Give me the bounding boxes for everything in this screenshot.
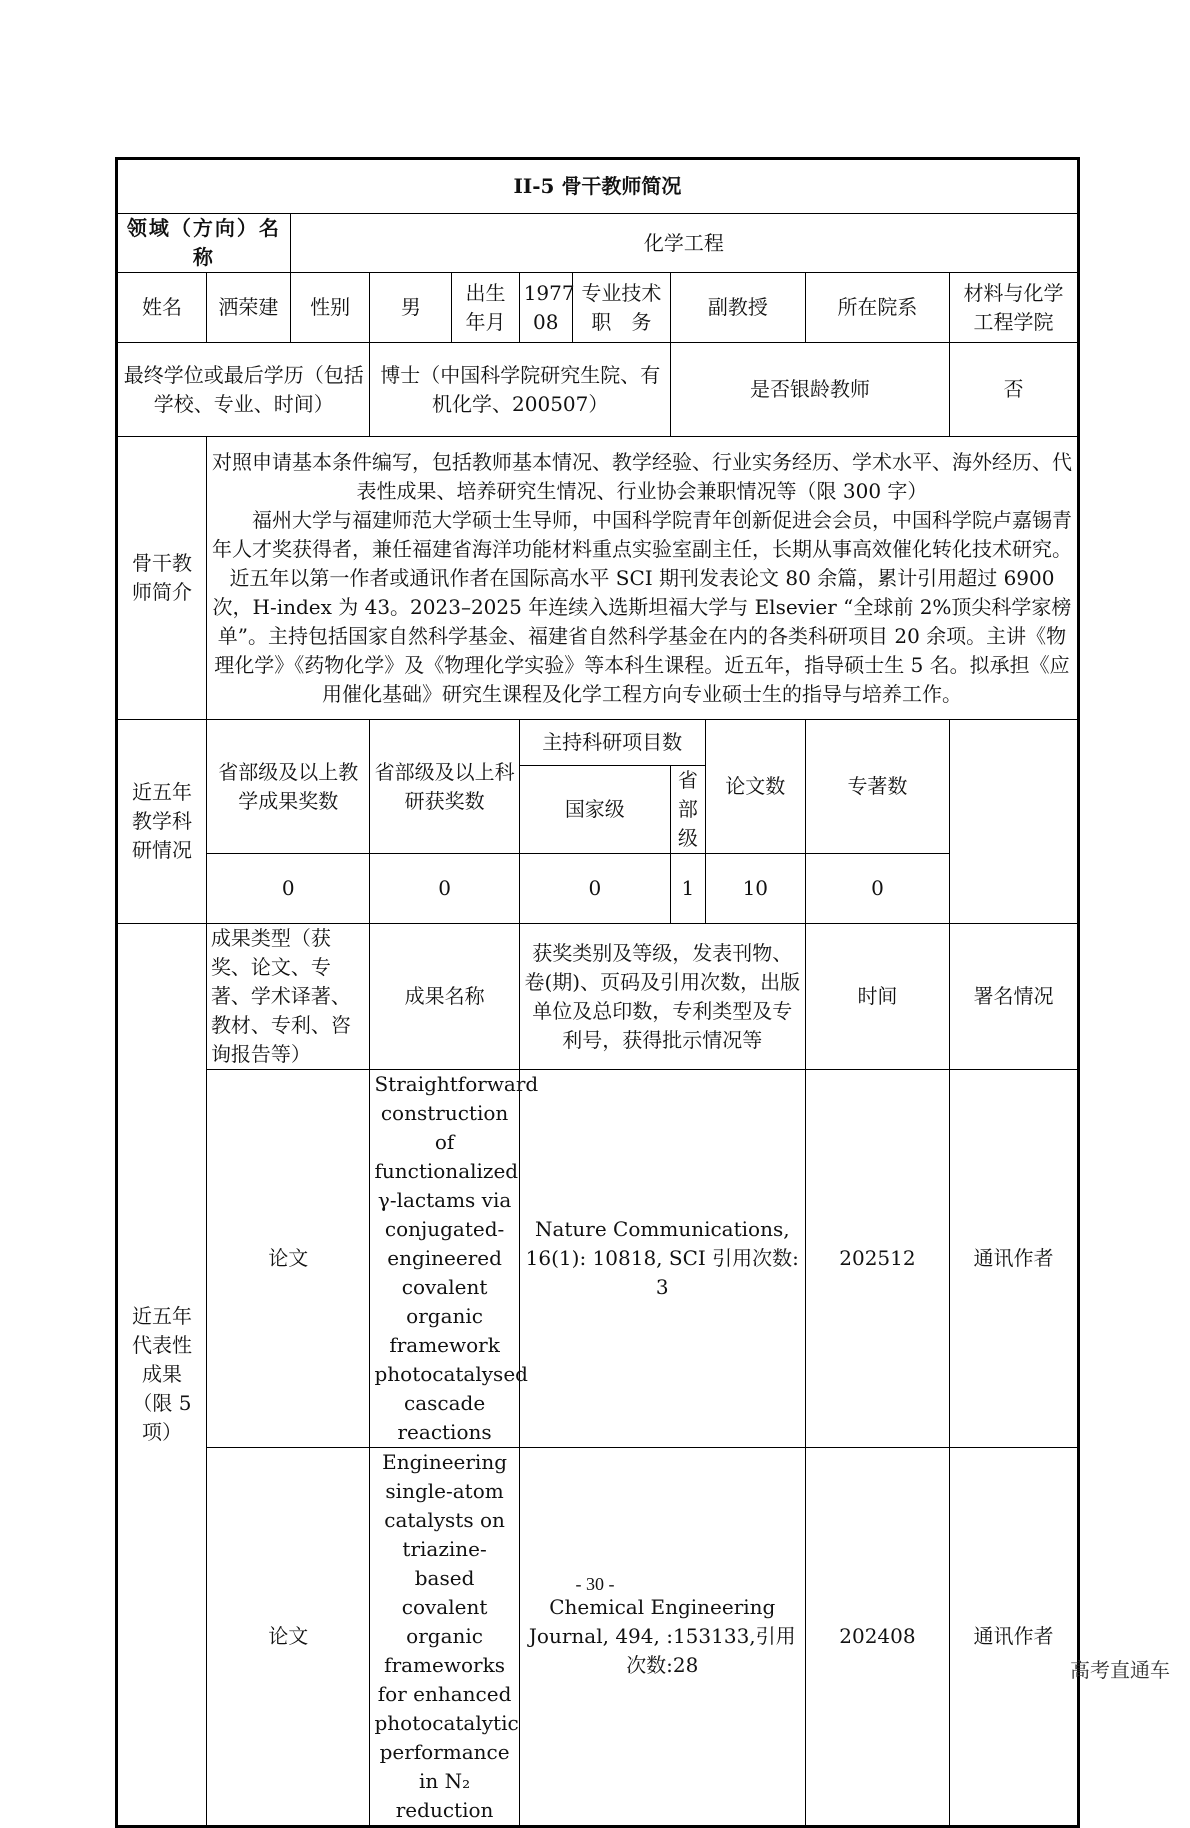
dept-label: 所在院系 [805,273,949,343]
senior-value: 否 [950,343,1079,437]
birth-label: 出生年月 [452,273,519,343]
achievements-header-row [117,924,1079,1070]
bio-text: 福州大学与福建师范大学硕士生导师，中国科学院青年创新促进会会员，中国科学院卢嘉锡青年人才奖获得者，兼任福建省海洋功能材料重点实验室副主任，长期从事高效催化转化技术研究。近五年以第一作者或通讯作者在国际高水平 SCI 期刊发表论文 80 余篇，累计引用超过 6900 次，H-index 为 43。2023–2025 年连续入选斯坦福大学与 Elsevier “全球前 2%顶尖科学家榜单”。主持包括国家自然科学基金、福建省自然科学基金在内的各类科研项目 20 余项。主讲《物理化学》《药物化学》及《物理化学实验》等本科生课程。近五年，指导硕士生 5 名。拟承担《应用催化基础》研究生课程及化学工程方向专业硕士生的指导与培养工作。 [211,507,1072,706]
provincial-header: 省部级 [670,766,705,854]
name-value: 洒荣建 [206,273,290,343]
research-header-row-1 [117,720,1079,766]
achievement-name: Straightforward construction of functionalized γ-lactams via conjugated-engineered covalent organic framework photocatalysed cascade reactions [370,1070,519,1448]
bio-row [117,437,1079,720]
books-header: 专著数 [805,720,949,854]
research-values-row [117,854,1079,924]
bio-content [206,437,1078,720]
page-number: - 30 - [575,1574,615,1594]
birth-value: 1977 08 [519,273,572,343]
degree-row [117,343,1079,437]
books-value: 0 [805,854,949,924]
national-header: 国家级 [519,766,670,854]
basic-info-row [117,273,1079,343]
achievement-authorship: 通讯作者 [950,1070,1079,1448]
research-label: 近五年教学科研情况 [117,720,207,924]
name-header: 成果名称 [370,924,519,1070]
section-title-row [117,159,1079,214]
papers-header: 论文数 [705,720,805,854]
senior-label: 是否银龄教师 [670,343,949,437]
type-header: 成果类型（获奖、论文、专著、学术译著、教材、专利、咨询报告等） [206,924,370,1070]
watermark-text: 高考直通车 [1070,1658,1170,1682]
degree-label: 最终学位或最后学历（包括学校、专业、时间） [117,343,370,437]
papers-value: 10 [705,854,805,924]
dept-value: 材料与化学工程学院 [950,273,1079,343]
achievements-label: 近五年代表性成果（限 5 项） [117,924,207,1827]
authorship-header: 署名情况 [950,924,1079,1070]
field-value: 化学工程 [290,214,1078,273]
name-label: 姓名 [117,273,207,343]
achievement-time: 202408 [805,1448,949,1827]
provincial-value: 1 [670,854,705,924]
achievement-type: 论文 [206,1448,370,1827]
achievement-name: Engineering single-atom catalysts on triazine-based covalent organic frameworks for enhanced photocatalytic performance in N₂ reduction [370,1448,519,1827]
title-label: 专业技术职 务 [572,273,670,343]
bio-instruction: 对照申请基本条件编写，包括教师基本情况、教学经验、行业实务经历、学术水平、海外经历、代表性成果、培养研究生情况、行业协会兼职情况等（限 300 字） [211,449,1072,503]
table-row [117,1070,1079,1448]
achievement-time: 202512 [805,1070,949,1448]
title-value: 副教授 [670,273,805,343]
detail-header: 获奖类别及等级，发表刊物、卷(期)、页码及引用次数，出版单位及总印数，专利类型及专利号，获得批示情况等 [519,924,805,1070]
field-row [117,214,1079,273]
achievement-type: 论文 [206,1070,370,1448]
achievement-detail: Chemical Engineering Journal, 494, :153133,引用次数:28 [519,1448,805,1827]
section-title: II-5 骨干教师简况 [117,159,1079,214]
degree-value: 博士（中国科学院研究生院、有机化学、200507） [370,343,670,437]
projects-header: 主持科研项目数 [519,720,705,766]
national-value: 0 [519,854,670,924]
gender-label: 性别 [290,273,370,343]
field-label: 领域（方向）名称 [117,214,291,273]
bio-label: 骨干教师简介 [117,437,207,720]
teaching-award-header: 省部级及以上教学成果奖数 [206,720,370,854]
time-header: 时间 [805,924,949,1070]
gender-value: 男 [370,273,452,343]
teaching-award-value: 0 [206,854,370,924]
research-award-value: 0 [370,854,519,924]
research-award-header: 省部级及以上科研获奖数 [370,720,519,854]
achievement-authorship: 通讯作者 [950,1448,1079,1827]
achievement-detail: Nature Communications, 16(1): 10818, SCI 引用次数: 3 [519,1070,805,1448]
table-row [117,1448,1079,1827]
